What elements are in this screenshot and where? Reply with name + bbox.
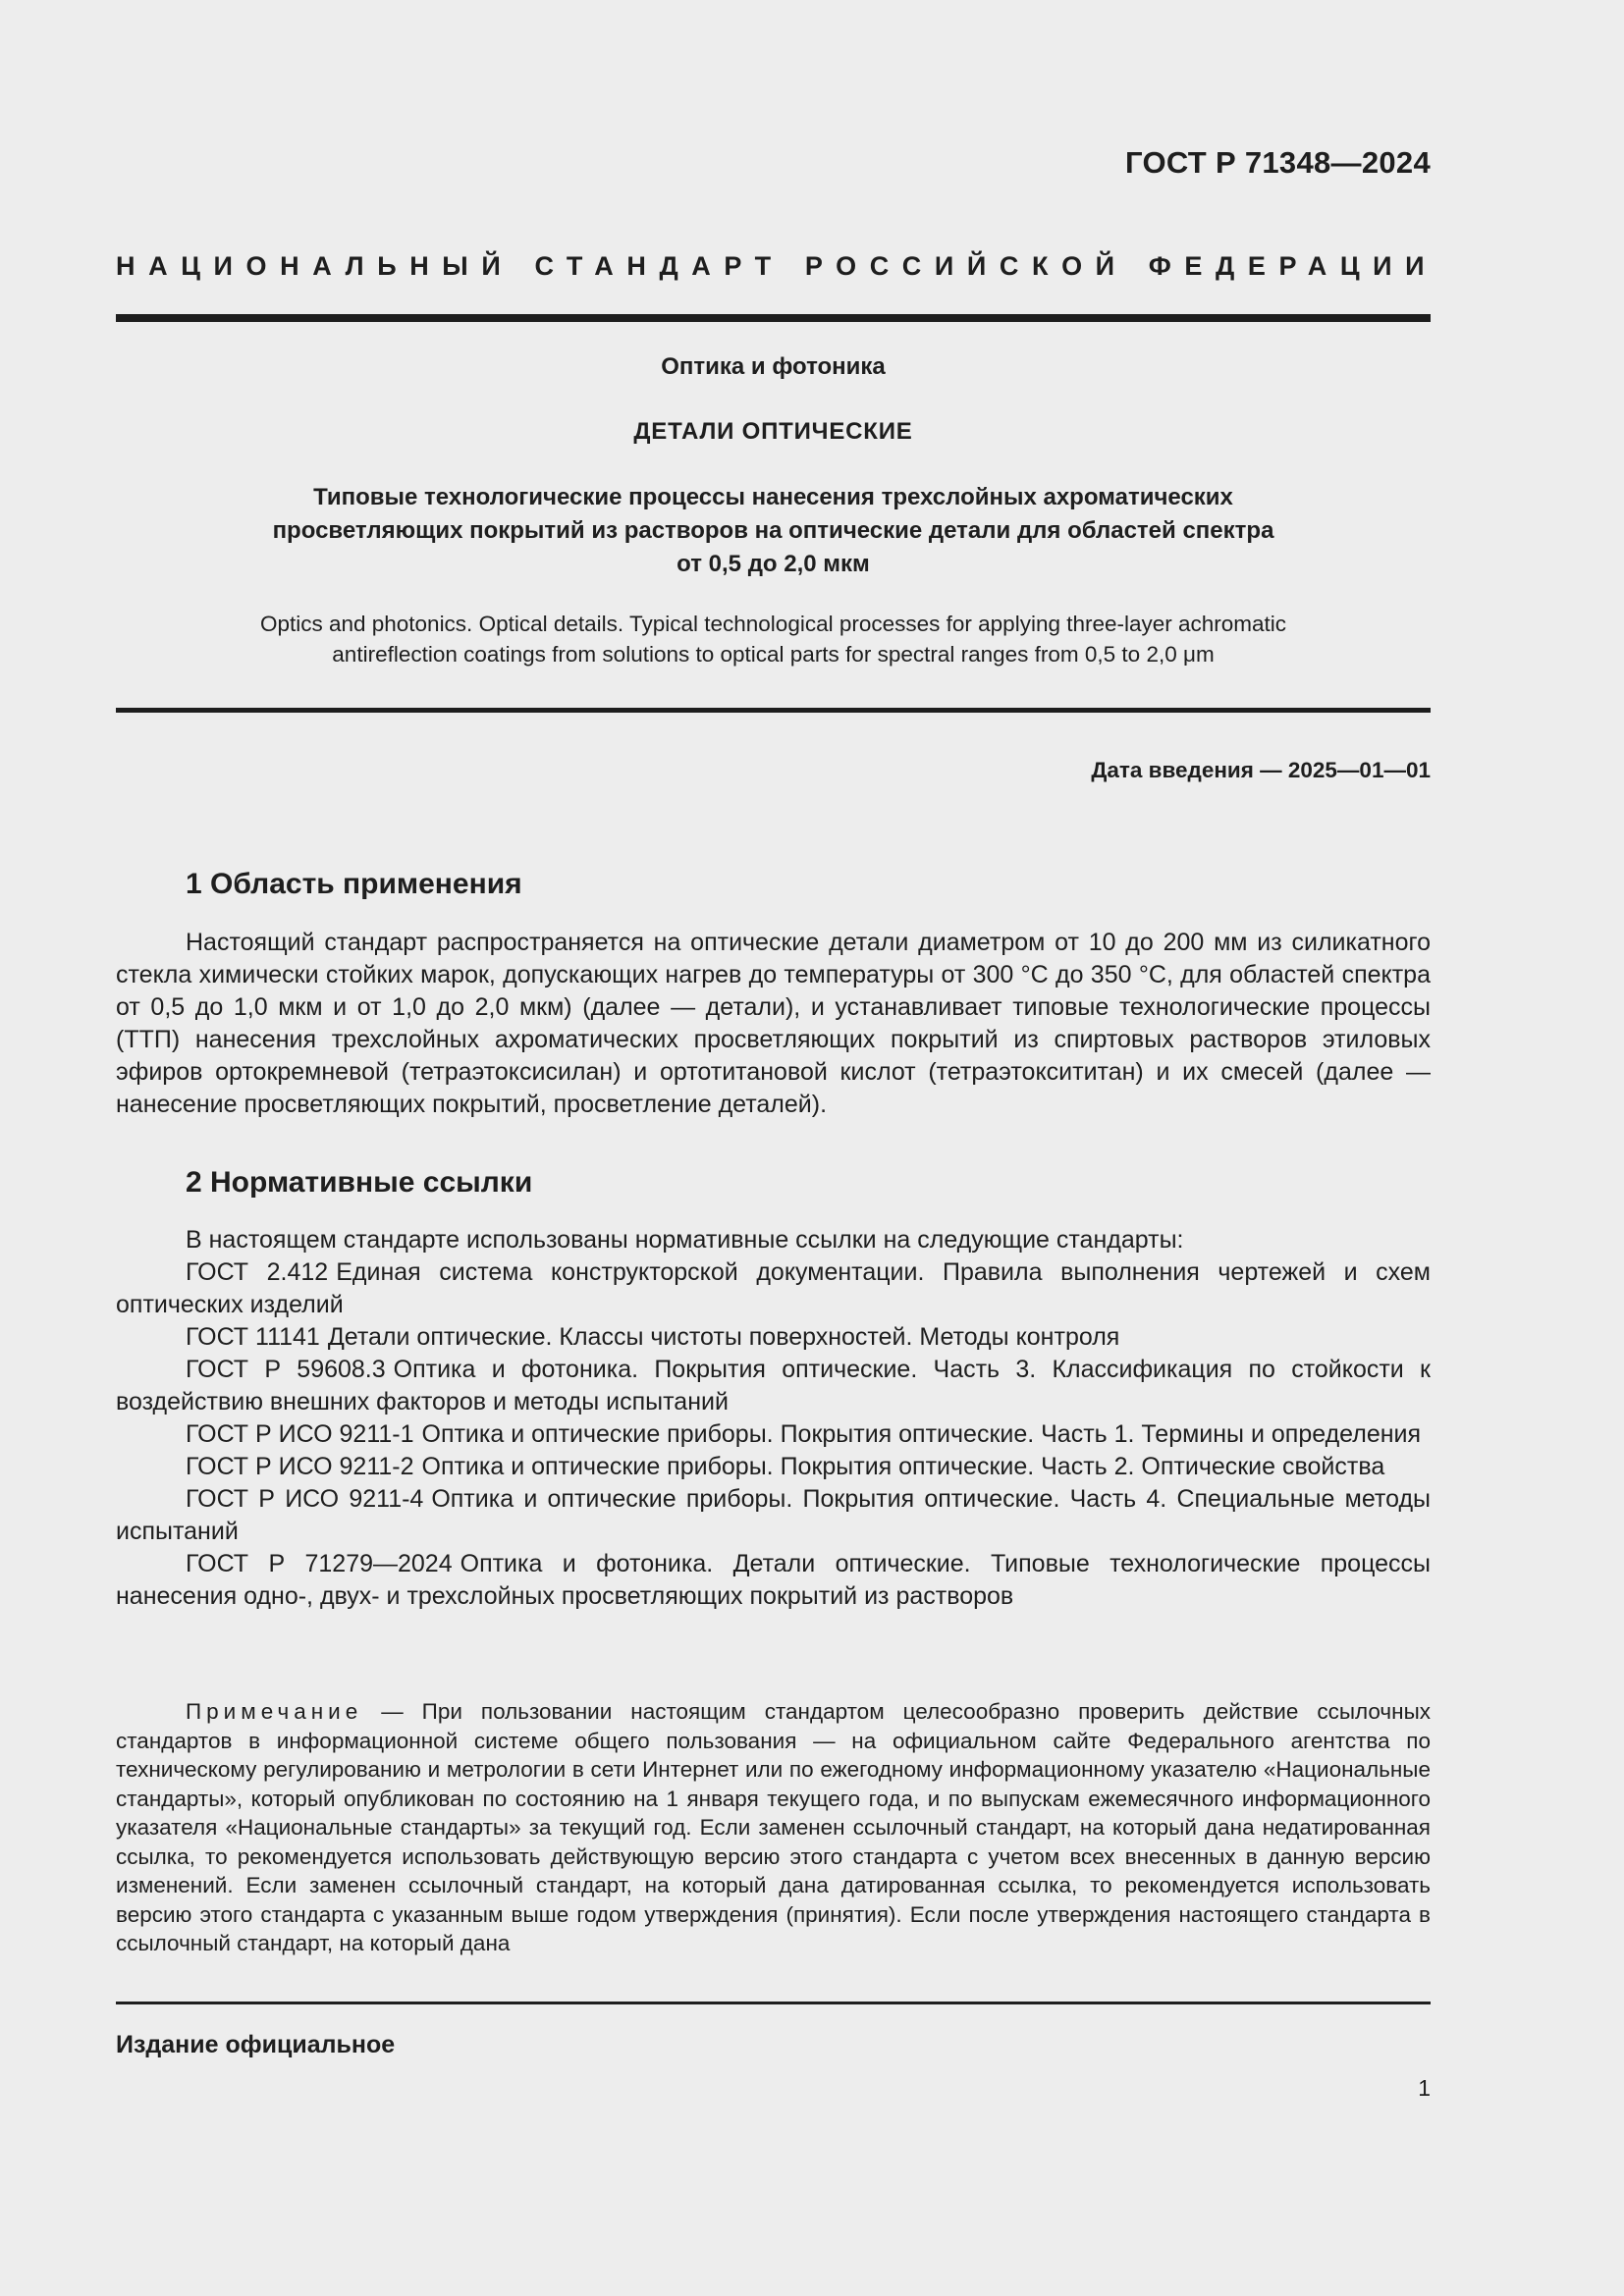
- footer-divider: [116, 2002, 1431, 2004]
- reference-item: [116, 1256, 1431, 1321]
- reference-item: [116, 1354, 1431, 1418]
- reference-title: Оптика и фотоника. Детали оптические. Типовые технологические процессы нанесения одно-, двух- и трехслойных просветляющих покрытий из растворов: [116, 1550, 1431, 1610]
- reference-item: [116, 1548, 1431, 1613]
- national-standard-banner: НАЦИОНАЛЬНЫЙ СТАНДАРТ РОССИЙСКОЙ ФЕДЕРАЦИИ: [116, 251, 1438, 281]
- reference-code: ГОСТ Р ИСО 9211-2: [186, 1453, 414, 1480]
- normative-references: [116, 1224, 1431, 1613]
- reference-item: [116, 1451, 1431, 1483]
- reference-code: ГОСТ Р ИСО 9211-4: [186, 1485, 424, 1513]
- reference-code: ГОСТ 2.412: [186, 1258, 329, 1286]
- reference-item: [116, 1483, 1431, 1548]
- subject-title: ДЕТАЛИ ОПТИЧЕСКИЕ: [633, 418, 913, 445]
- reference-title: Оптика и оптические приборы. Покрытия оптические. Часть 4. Специальные методы испытаний: [116, 1485, 1431, 1545]
- title-divider: [116, 708, 1431, 713]
- note-label: Примечание: [186, 1699, 363, 1724]
- russian-title-line: Типовые технологические процессы нанесения трехслойных ахроматических: [313, 484, 1233, 510]
- reference-code: ГОСТ Р 59608.3: [186, 1356, 386, 1383]
- english-title: [116, 609, 1431, 669]
- reference-title: Единая система конструкторской документации. Правила выполнения чертежей и схем оптических изделий: [116, 1258, 1431, 1318]
- reference-item: [116, 1321, 1431, 1354]
- russian-title-line: просветляющих покрытий из растворов на оптические детали для областей спектра: [272, 517, 1274, 544]
- english-title-line: antireflection coatings from solutions to optical parts for spectral ranges from 0,5 to 2,0 μm: [332, 642, 1215, 667]
- subject-area: Оптика и фотоника: [661, 353, 886, 380]
- section-1-heading: 1 Область применения: [186, 868, 522, 900]
- top-divider: [116, 314, 1431, 322]
- introduction-date: Дата введения — 2025—01—01: [1091, 758, 1431, 782]
- section-1-text: Настоящий стандарт распространяется на оптические детали диаметром от 10 до 200 мм из силикатного стекла химически стойких марок, допускающих нагрев до температуры от 300 °С до 350 °С, для областей спектра от 0,5 до 1,0 мкм и от 1,0 до 2,0 мкм) (далее — детали), и устанавливает типовые технологические процессы (ТТП) нанесения трехслойных ахроматических просветляющих покрытий из спиртовых растворов этиловых эфиров ортокремневой (тетраэтоксисилан) и ортотитановой кислот (тетраэтоксититан) и их смесей (далее — нанесение просветляющих покрытий, просветление деталей).: [116, 929, 1431, 1118]
- section-2-heading: 2 Нормативные ссылки: [186, 1166, 533, 1199]
- standard-code: ГОСТ Р 71348—2024: [1125, 145, 1431, 180]
- page-number: 1: [1418, 2075, 1431, 2101]
- reference-title: Оптика и оптические приборы. Покрытия оптические. Часть 1. Термины и определения: [421, 1420, 1422, 1448]
- russian-title: [116, 481, 1431, 581]
- english-title-line: Optics and photonics. Optical details. Typical technological processes for applying three-layer achromatic: [259, 612, 1287, 636]
- reference-title: Оптика и оптические приборы. Покрытия оптические. Часть 2. Оптические свойства: [421, 1453, 1385, 1480]
- reference-code: ГОСТ Р ИСО 9211-1: [186, 1420, 414, 1448]
- references-intro: В настоящем стандарте использованы нормативные ссылки на следующие стандарты:: [186, 1226, 1184, 1254]
- reference-title: Оптика и фотоника. Покрытия оптические. Часть 3. Классификация по стойкости к воздействию внешних факторов и методы испытаний: [116, 1356, 1431, 1415]
- reference-code: ГОСТ Р 71279—2024: [186, 1550, 453, 1577]
- note-paragraph: [116, 1697, 1431, 1958]
- reference-item: [116, 1418, 1431, 1451]
- reference-title: Детали оптические. Классы чистоты поверхностей. Методы контроля: [327, 1323, 1120, 1351]
- note-text: — При пользовании настоящим стандартом целесообразно проверить действие ссылочных стандартов в информационной системе общего пользования — на официальном сайте Федерального агентства по техническому регулированию и метрологии в сети Интернет или по ежегодному информационному указателю «Национальные стандарты», который опубликован по состоянию на 1 января текущего года, и по выпускам ежемесячного информационного указателя «Национальные стандарты» за текущий год. Если заменен ссылочный стандарт, на который дана недатированная ссылка, то рекомендуется использовать действующую версию этого стандарта с учетом всех внесенных в данную версию изменений. Если заменен ссылочный стандарт, на который дана датированная ссылка, то рекомендуется использовать версию этого стандарта с указанным выше годом утверждения (принятия). Если после утверждения настоящего стандарта в ссылочный стандарт, на который дана: [116, 1699, 1431, 1955]
- russian-title-line: от 0,5 до 2,0 мкм: [677, 551, 870, 577]
- official-edition-label: Издание официальное: [116, 2031, 396, 2058]
- reference-code: ГОСТ 11141: [186, 1323, 320, 1351]
